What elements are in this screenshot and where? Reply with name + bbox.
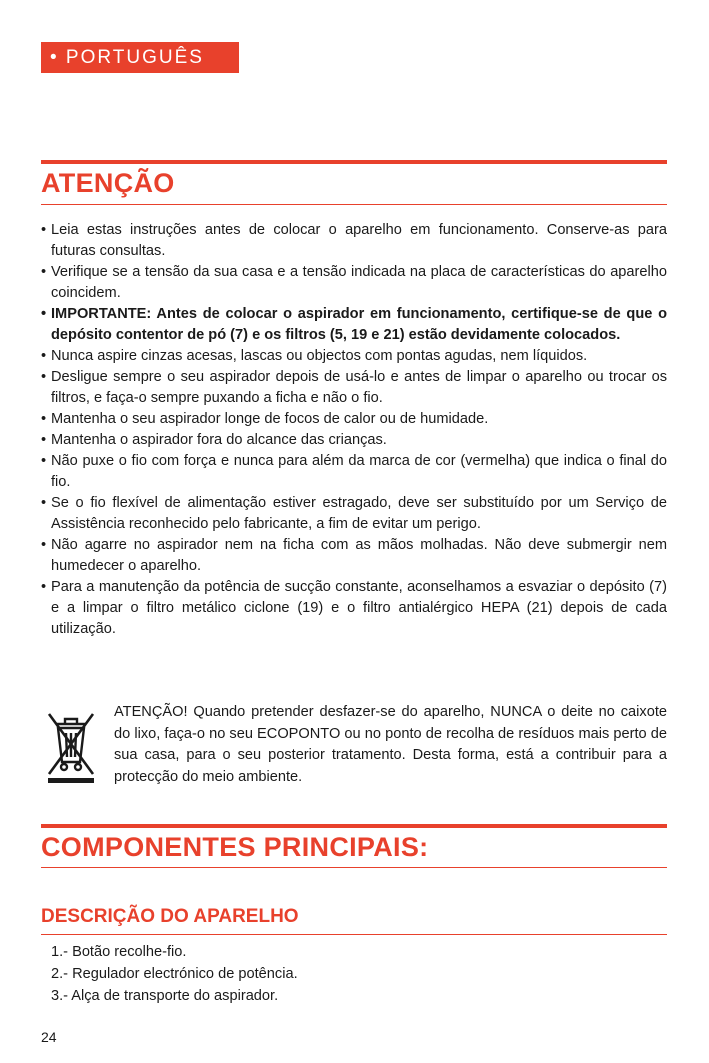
section-rule-top <box>41 824 667 828</box>
list-item: • Nunca aspire cinzas acesas, lascas ou objectos com pontas agudas, nem líquidos. <box>41 346 667 367</box>
language-tab: • PORTUGUÊS <box>41 42 239 73</box>
components-list <box>51 941 298 1007</box>
list-item: • Desligue sempre o seu aspirador depois de usá-lo e antes de limpar o aparelho ou trocar os filtros, e faça-o sempre puxando a ficha e não o fio. <box>41 367 667 409</box>
list-item: • Verifique se a tensão da sua casa e a tensão indicada na placa de características do aparelho coincidem. <box>41 262 667 304</box>
list-item: • Mantenha o seu aspirador longe de focos de calor ou de humidade. <box>41 409 667 430</box>
section-rule-bottom <box>41 204 667 205</box>
page-number: 24 <box>41 1029 57 1045</box>
list-item: • Não agarre no aspirador nem na ficha com as mãos molhadas. Não deve submergir nem humedecer o aparelho. <box>41 535 667 577</box>
attention-heading: ATENÇÃO <box>41 168 175 198</box>
components-heading: COMPONENTES PRINCIPAIS: <box>41 832 429 862</box>
list-item: • Mantenha o aspirador fora do alcance das crianças. <box>41 430 667 451</box>
list-item: • Se o fio flexível de alimentação estiver estragado, deve ser substituído por um Serviço de Assistência reconhecido pelo fabricante, a fim de evitar um perigo. <box>41 493 667 535</box>
list-item: • Leia estas instruções antes de colocar o aparelho em funcionamento. Conserve-as para futuras consultas. <box>41 220 667 262</box>
subsection-rule <box>41 934 667 935</box>
list-item: 2.- Regulador electrónico de potência. <box>51 966 298 982</box>
list-item: • Para a manutenção da potência de sucção constante, aconselhamos a esvaziar o depósito (7) e a limpar o filtro metálico ciclone (19) e o filtro antialérgico HEPA (21) depois de cada utilização. <box>41 577 667 640</box>
section-rule-top <box>41 160 667 164</box>
weee-text: ATENÇÃO! Quando pretender desfazer-se do aparelho, NUNCA o deite no caixote do lixo, faça-o no seu ECOPONTO ou no ponto de recolha de resíduos mais perto de sua casa, para o seu posterior tratamento. Desta forma, está a contribuir para a protecção do meio ambiente. <box>114 704 667 785</box>
list-item: • Não puxe o fio com força e nunca para além da marca de cor (vermelha) que indica o final do fio. <box>41 451 667 493</box>
description-heading: DESCRIÇÃO DO APARELHO <box>41 906 299 927</box>
crossed-out-wheelie-bin-icon <box>44 708 98 784</box>
attention-list <box>41 220 667 640</box>
list-item: 3.- Alça de transporte do aspirador. <box>51 988 279 1004</box>
list-item: • IMPORTANTE: Antes de colocar o aspirador em funcionamento, certifique-se de que o depósito contentor de pó (7) e os filtros (5, 19 e 21) estão devidamente colocados. <box>41 304 667 346</box>
section-rule-bottom <box>41 867 667 868</box>
list-item: 1.- Botão recolhe-fio. <box>51 944 187 960</box>
weee-notice <box>41 702 667 788</box>
